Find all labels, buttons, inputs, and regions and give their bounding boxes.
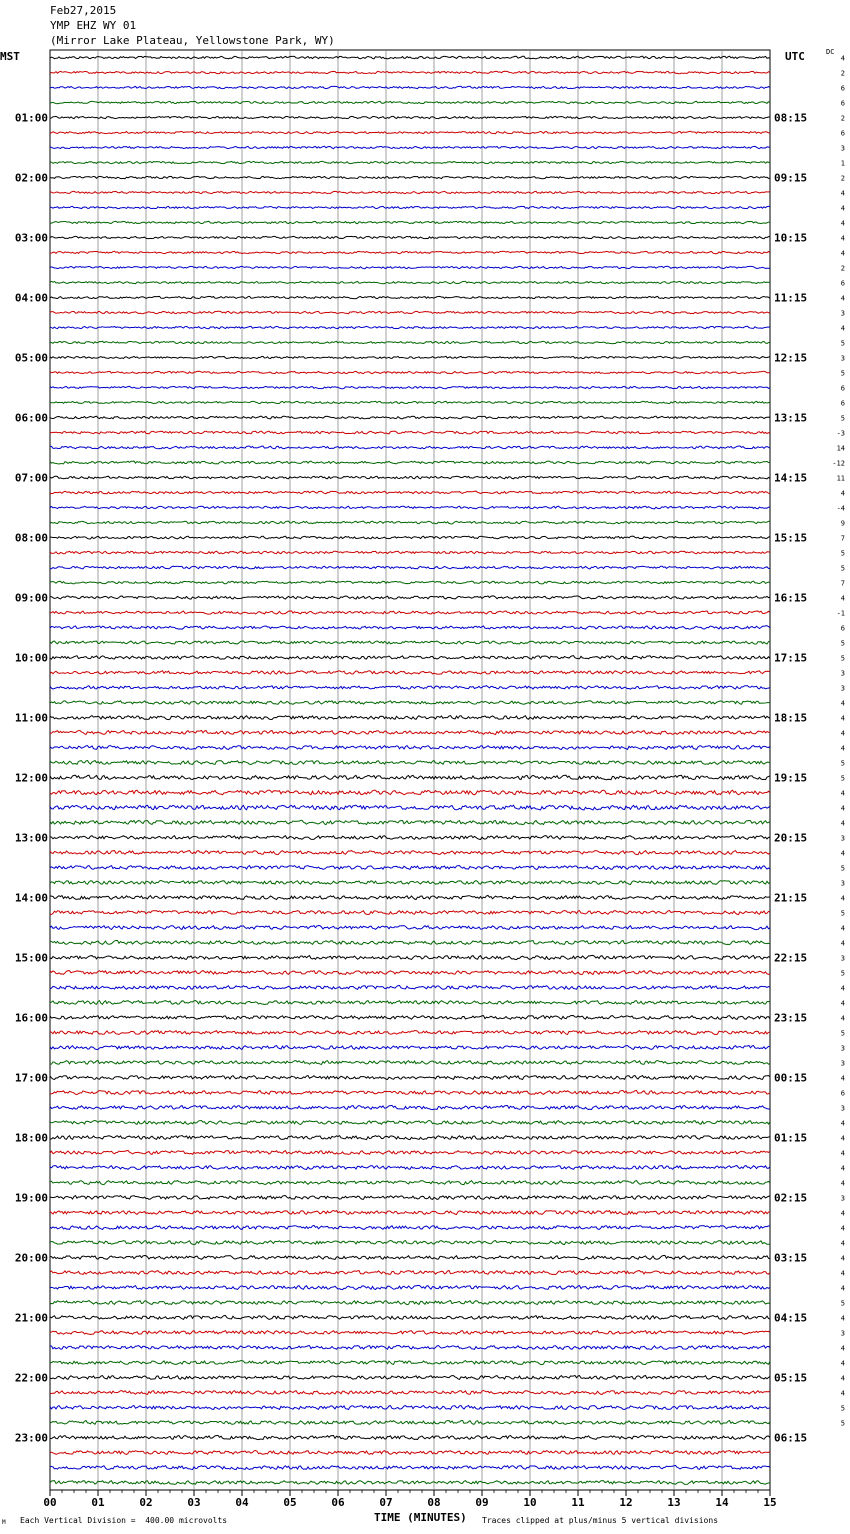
trace-line [50,1150,770,1154]
dc-offset-label: 5 [840,1029,845,1038]
dc-offset-label: 3 [840,669,845,678]
dc-offset-label: 5 [840,864,845,873]
dc-offset-label: 4 [840,894,845,903]
trace-line [50,805,770,810]
trace-line [50,1031,770,1035]
trace-line [50,536,770,539]
dc-offset-label: 4 [840,924,845,933]
dc-offset-label: 1 [840,159,845,168]
dc-offset-label: 14 [836,444,845,453]
dc-offset-label: 4 [840,1149,845,1158]
dc-offset-label: 7 [840,534,845,543]
trace-line [50,1435,770,1439]
x-tick-label: 12 [619,1496,633,1509]
dc-offset-label: 5 [840,549,845,558]
dc-offset-label: 5 [840,339,845,348]
left-hour-label: 23:00 [14,1431,48,1445]
trace-line [50,1241,770,1245]
trace-line [50,566,770,569]
trace-line [50,851,770,855]
right-hour-label: 03:15 [774,1251,808,1265]
left-hour-label: 05:00 [14,351,48,365]
trace-line [50,686,770,689]
trace-line [50,1015,770,1019]
trace-line [50,716,770,720]
right-hour-label: 00:15 [774,1071,808,1085]
trace-line [50,1061,770,1065]
trace-line [50,1465,770,1469]
x-tick-label: 14 [715,1496,729,1509]
trace-line [50,131,770,133]
dc-offset-label: 4 [840,204,845,213]
dc-offset-label: 2 [840,174,845,183]
dc-offset-label: 5 [840,969,845,978]
right-hour-label: 14:15 [774,471,808,485]
dc-offset-label: 4 [840,234,845,243]
plot-date: Feb27,2015 [50,4,117,17]
right-hour-label: 05:15 [774,1371,808,1385]
dc-offset-label: 2 [840,114,845,123]
dc-offset-label: 4 [840,1224,845,1233]
dc-offset-label: 4 [840,489,845,498]
x-tick-label: 11 [571,1496,585,1509]
trace-line [50,820,770,824]
left-hour-label: 18:00 [14,1131,48,1145]
trace-line [50,701,770,705]
dc-offset-label: 4 [840,789,845,798]
right-hour-label: 11:15 [774,291,808,305]
trace-line [50,1166,770,1170]
dc-offset-label: 4 [840,1344,845,1353]
dc-offset-label: -12 [832,459,845,468]
dc-offset-label: 11 [836,474,845,483]
dc-offset-label: -3 [836,429,845,438]
left-hour-label: 11:00 [14,711,48,725]
x-tick-label: 06 [331,1496,345,1509]
right-hour-label: 19:15 [774,771,808,785]
trace-line [50,116,770,118]
right-hour-label: 09:15 [774,171,808,185]
trace-line [50,671,770,675]
dc-offset-label: 3 [840,354,845,363]
trace-line [50,971,770,975]
dc-offset-label: 3 [840,144,845,153]
dc-offset-label: 4 [840,819,845,828]
left-hour-label: 15:00 [14,951,48,965]
trace-line [50,251,770,253]
dc-offset-label: 4 [840,1314,845,1323]
dc-offset-label: 4 [840,1269,845,1278]
left-hour-label: 19:00 [14,1191,48,1205]
x-tick-label: 09 [475,1496,489,1509]
dc-offset-label: 4 [840,1374,845,1383]
right-hour-label: 20:15 [774,831,808,845]
right-hour-label: 18:15 [774,711,808,725]
trace-line [50,56,770,59]
trace-line [50,1090,770,1094]
trace-line [50,1001,770,1005]
trace-line [50,746,770,750]
dc-offset-label: 3 [840,954,845,963]
left-hour-label: 04:00 [14,291,48,305]
x-tick-label: 13 [667,1496,681,1509]
dc-offset-label: 4 [840,744,845,753]
dc-offset-label: 4 [840,1359,845,1368]
left-hour-label: 22:00 [14,1371,48,1385]
dc-offset-label: 4 [840,1134,845,1143]
trace-line [50,1256,770,1260]
trace-line [50,626,770,629]
left-hour-label: 07:00 [14,471,48,485]
x-tick-label: 04 [235,1496,249,1509]
x-axis-label: TIME (MINUTES) [374,1511,467,1524]
trace-line [50,896,770,900]
trace-line [50,761,770,765]
station-code: YMP EHZ WY 01 [50,19,137,32]
left-hour-label: 03:00 [14,231,48,245]
dc-offset-label: 3 [840,879,845,888]
dc-offset-label: 5 [840,414,845,423]
dc-offset-label: 4 [840,729,845,738]
dc-offset-label: 4 [840,1014,845,1023]
trace-line [50,911,770,915]
dc-offset-label: 5 [840,1299,845,1308]
dc-offset-label: 4 [840,54,845,63]
trace-line [50,1376,770,1380]
dc-offset-label: 3 [840,1059,845,1068]
right-hour-label: 01:15 [774,1131,808,1145]
dc-offset-label: 3 [840,309,845,318]
trace-line [50,221,770,223]
trace-line [50,161,770,163]
dc-offset-label: 6 [840,1089,845,1098]
trace-line [50,521,770,524]
right-hour-label: 06:15 [774,1431,808,1445]
x-tick-label: 01 [91,1496,105,1509]
dc-offset-label: 4 [840,714,845,723]
trace-line [50,955,770,959]
dc-offset-label: 4 [840,189,845,198]
dc-offset-label: 4 [840,1074,845,1083]
trace-line [50,431,770,434]
scale-note: Each Vertical Division = 400.00 microvolts [20,1516,228,1525]
left-hour-label: 10:00 [14,651,48,665]
trace-line [50,491,770,494]
right-hour-label: 22:15 [774,951,808,965]
dc-offset-label: 6 [840,99,845,108]
dc-offset-label: 4 [840,1164,845,1173]
dc-offset-label: 4 [840,1254,845,1263]
dc-offset-label: 5 [840,909,845,918]
dc-offset-label: 5 [840,1419,845,1428]
trace-line [50,881,770,885]
x-tick-label: 05 [283,1496,297,1509]
right-hour-label: 15:15 [774,531,808,545]
x-tick-label: 10 [523,1496,537,1509]
x-tick-label: 08 [427,1496,441,1509]
dc-offset-label: 4 [840,804,845,813]
dc-column-label: DC [826,48,835,56]
left-hour-label: 02:00 [14,171,48,185]
trace-line [50,790,770,795]
trace-line [50,1315,770,1319]
dc-offset-label: 3 [840,1329,845,1338]
trace-line [50,1046,770,1050]
dc-offset-label: 5 [840,369,845,378]
dc-offset-label: 6 [840,84,845,93]
trace-line [50,731,770,735]
dc-offset-label: 2 [840,69,845,78]
dc-offset-label: 4 [840,849,845,858]
trace-line [50,281,770,283]
trace-line [50,266,770,268]
trace-line [50,146,770,148]
trace-line [50,1345,770,1349]
right-hour-label: 13:15 [774,411,808,425]
left-hour-label: 09:00 [14,591,48,605]
dc-offset-label: 4 [840,249,845,258]
dc-offset-label: 6 [840,279,845,288]
trace-line [50,551,770,554]
left-hour-label: 12:00 [14,771,48,785]
trace-line [50,101,770,103]
trace-line [50,401,770,403]
dc-offset-label: 3 [840,834,845,843]
x-tick-label: 15 [763,1496,777,1509]
clip-note: Traces clipped at plus/minus 5 vertical divisions [482,1516,719,1525]
dc-offset-label: 4 [840,1179,845,1188]
right-hour-label: 21:15 [774,891,808,905]
trace-line [50,446,770,449]
dc-offset-label: -4 [836,504,845,513]
x-tick-label: 02 [139,1496,153,1509]
trace-line [50,836,770,840]
dc-offset-label: 3 [840,1194,845,1203]
trace-line [50,1331,770,1335]
dc-offset-label: 2 [840,264,845,273]
dc-offset-label: 5 [840,1404,845,1413]
trace-line [50,1211,770,1215]
dc-offset-label: 4 [840,1389,845,1398]
left-hour-label: 01:00 [14,111,48,125]
trace-line [50,656,770,660]
left-hour-label: 17:00 [14,1071,48,1085]
trace-line [50,506,770,509]
dc-offset-label: 4 [840,294,845,303]
trace-line [50,985,770,989]
dc-offset-label: 4 [840,594,845,603]
dc-offset-label: 4 [840,1209,845,1218]
dc-offset-label: 3 [840,1044,845,1053]
dc-offset-label: 4 [840,699,845,708]
trace-line [50,236,770,238]
trace-line [50,1076,770,1080]
trace-line [50,341,770,343]
x-tick-label: 00 [43,1496,57,1509]
dc-offset-label: 4 [840,1284,845,1293]
trace-line [50,1226,770,1230]
station-location: (Mirror Lake Plateau, Yellowstone Park, WY) [50,34,335,47]
dc-offset-label: 6 [840,624,845,633]
dc-offset-label: 5 [840,759,845,768]
trace-line [50,86,770,88]
right-hour-label: 23:15 [774,1011,808,1025]
dc-offset-label: 5 [840,654,845,663]
trace-line [50,611,770,614]
left-hour-label: 13:00 [14,831,48,845]
trace-line [50,1406,770,1410]
dc-offset-label: 4 [840,939,845,948]
dc-offset-label: -1 [836,609,845,618]
trace-line [50,1301,770,1305]
trace-line [50,386,770,388]
trace-line [50,191,770,193]
trace-line [50,1196,770,1200]
trace-line [50,1105,770,1109]
trace-line [50,641,770,644]
left-hour-label: 06:00 [14,411,48,425]
dc-offset-label: 6 [840,129,845,138]
trace-line [50,176,770,178]
trace-line [50,1181,770,1185]
dc-offset-label: 4 [840,219,845,228]
trace-line [50,371,770,373]
trace-line [50,1481,770,1485]
trace-line [50,311,770,314]
dc-offset-label: 4 [840,984,845,993]
left-hour-label: 08:00 [14,531,48,545]
corner-mark: M [2,1519,6,1526]
dc-offset-label: 5 [840,564,845,573]
right-timezone-label: UTC [785,50,805,63]
trace-line [50,416,770,419]
dc-offset-label: 6 [840,384,845,393]
trace-line [50,596,770,599]
trace-line [50,326,770,328]
dc-offset-label: 5 [840,774,845,783]
dc-offset-label: 5 [840,639,845,648]
trace-line [50,71,770,73]
right-hour-label: 17:15 [774,651,808,665]
trace-line [50,581,770,584]
right-hour-label: 04:15 [774,1311,808,1325]
dc-offset-label: 3 [840,684,845,693]
left-hour-label: 14:00 [14,891,48,905]
trace-line [50,1361,770,1365]
x-tick-label: 03 [187,1496,201,1509]
dc-offset-label: 4 [840,999,845,1008]
dc-offset-label: 4 [840,324,845,333]
right-hour-label: 16:15 [774,591,808,605]
dc-offset-label: 7 [840,579,845,588]
trace-line [50,926,770,930]
right-hour-label: 08:15 [774,111,808,125]
x-tick-label: 07 [379,1496,393,1509]
dc-offset-label: 4 [840,1239,845,1248]
dc-offset-label: 3 [840,1104,845,1113]
left-hour-label: 20:00 [14,1251,48,1265]
trace-line [50,1420,770,1424]
right-hour-label: 02:15 [774,1191,808,1205]
dc-offset-label: 4 [840,1119,845,1128]
dc-offset-label: 9 [840,519,845,528]
trace-line [50,1285,770,1289]
trace-line [50,476,770,479]
trace-line [50,866,770,870]
trace-line [50,941,770,945]
dc-offset-label: 6 [840,399,845,408]
trace-line [50,775,770,780]
left-hour-label: 16:00 [14,1011,48,1025]
trace-line [50,461,770,464]
trace-line [50,1120,770,1124]
left-hour-label: 21:00 [14,1311,48,1325]
trace-line [50,1451,770,1455]
trace-line [50,1271,770,1275]
trace-line [50,206,770,208]
trace-line [50,356,770,358]
trace-line [50,1136,770,1140]
trace-line [50,1391,770,1395]
right-hour-label: 12:15 [774,351,808,365]
trace-line [50,296,770,298]
right-hour-label: 10:15 [774,231,808,245]
left-timezone-label: MST [0,50,20,63]
